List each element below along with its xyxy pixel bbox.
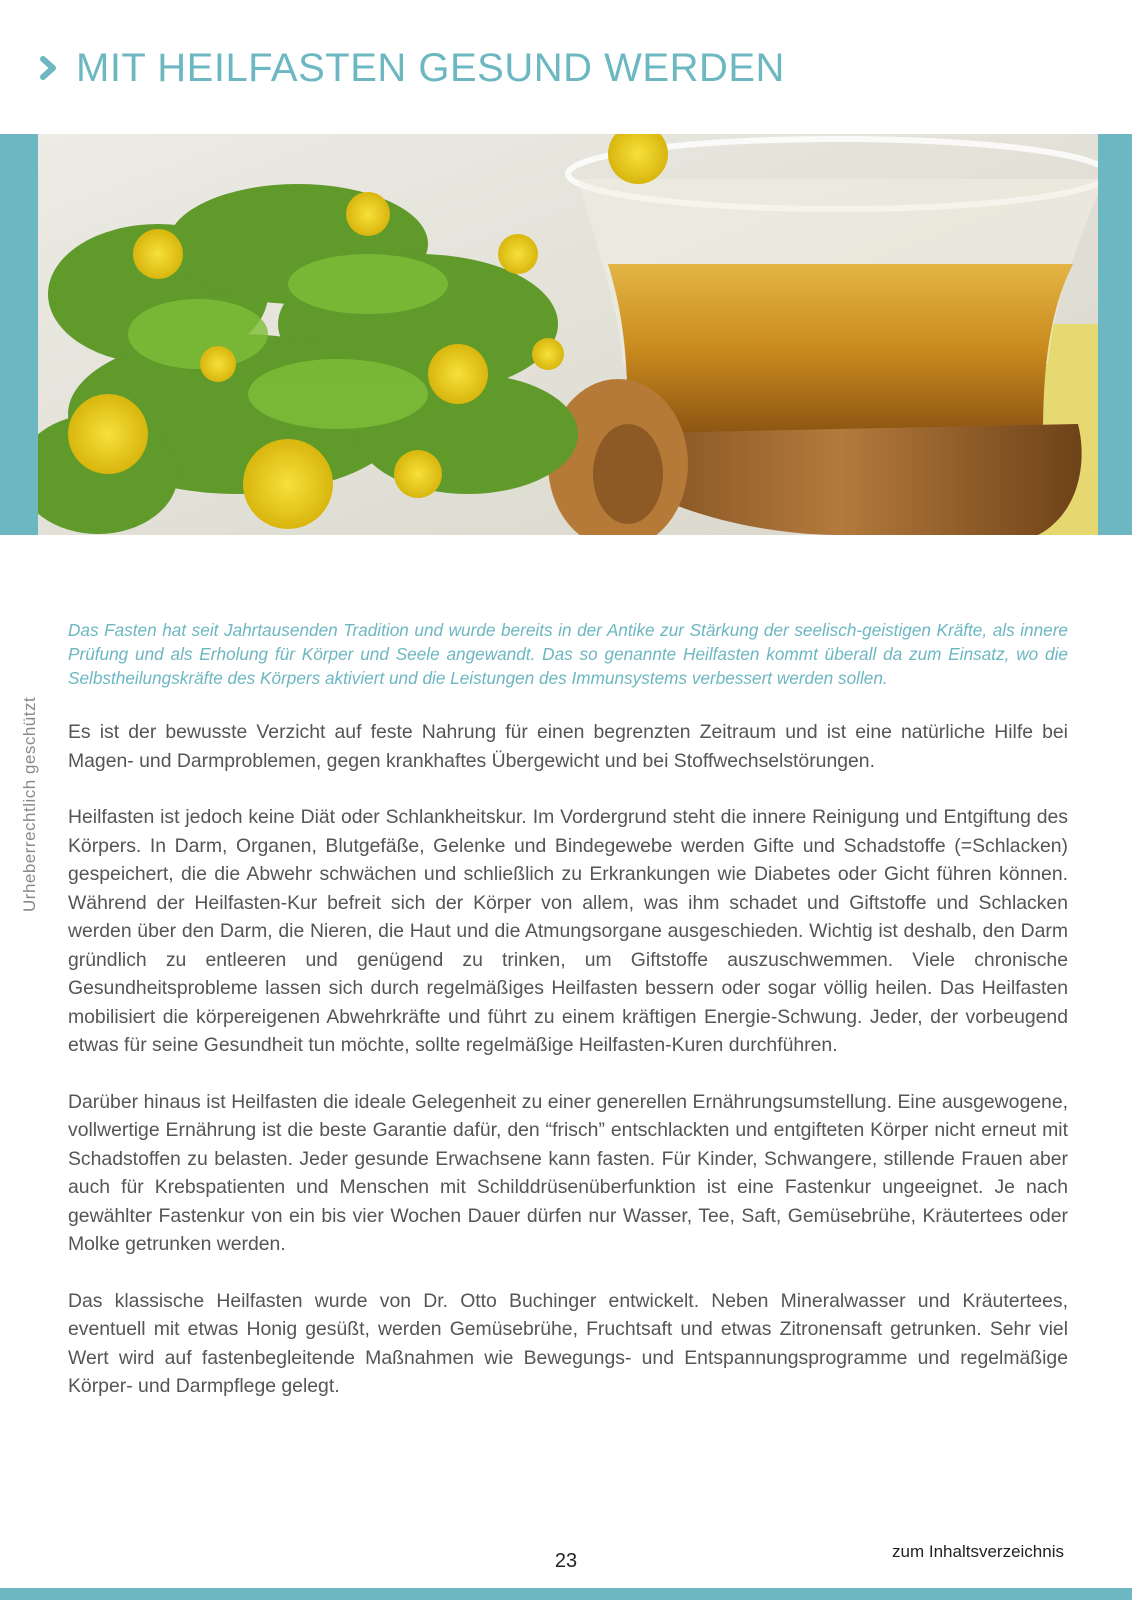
intro-paragraph: Das Fasten hat seit Jahrtausenden Tradition und wurde bereits in der Antike zur Stärkung der seelisch-geistigen Kräfte, als innere Prüfung und als Erholung für Körper und Seele angewandt. Das so genannte Heilfasten kommt überall da zum Einsatz, wo die Selbstheilungskräfte des Körpers aktiviert und die Leistungen des Immunsystems verbessert werden sollen. xyxy=(68,620,1068,688)
hero-image xyxy=(38,134,1098,535)
body-paragraph: Heilfasten ist jedoch keine Diät oder Schlankheitskur. Im Vordergrund steht die innere Reinigung und Entgiftung des Körpers. In Darm, Organen, Blutgefäße, Gelenke und Bindegewebe werden Gifte und Schadstoffe (=Schlacken) gespeichert, die die Abwehr schwächen und schließlich zu Erkrankungen wie Diabetes oder Gicht führen können. Während der Heilfasten-Kur befreit sich der Körper von allem, was ihm schadet und Giftstoffe und Schlacken werden über den Darm, die Nieren, die Haut und die Atmungsorgane ausgeschieden. Wichtig ist deshalb, den Darm gründlich zu entleeren und genügend zu trinken, um Giftstoffe auszuschwemmen. Viele chronische Gesundheitsprobleme lassen sich durch regelmäßiges Heilfasten bessern oder sogar völlig heilen. Das Heilfasten mobilisiert die körpereigenen Abwehrkräfte und führt zu einem kräftigen Energie-Schwung. Jeder, der vorbeugend etwas für seine Gesundheit tun möchte, sollte regelmäßige Heilfasten-Kuren durchführen. xyxy=(68,806,1068,1056)
body-paragraph: Das klassische Heilfasten wurde von Dr. Otto Buchinger entwickelt. Neben Mineralwasser und Kräutertees, eventuell mit etwas Honig gesüßt, werden Gemüsebrühe, Fruchtsaft und etwas Zitronensaft getrunken. Sehr viel Wert wird auf fastenbegleitende Maßnahmen wie Bewegungs- und Entspannungsprogramme und regelmäßige Körper- und Darmpflege gelegt. xyxy=(68,1289,1068,1397)
page-title: MIT HEILFASTEN GESUND WERDEN xyxy=(76,45,785,90)
page-number: 23 xyxy=(554,1550,578,1572)
footer-bar xyxy=(0,1588,1132,1600)
body-paragraph: Darüber hinaus ist Heilfasten die ideale Gelegenheit zu einer generellen Ernährungsumstellung. Eine ausgewogene, vollwertige Ernährung ist die beste Garantie dafür, den “frisch” entschlackten und entgifteten Körper nicht erneut mit Schadstoffen zu belasten. Jeder gesunde Erwachsene kann fasten. Für Kinder, Schwangere, stillende Frauen aber auch für Krebspatienten und Menschen mit Schilddrüsenüberfunktion ist eine Fastenkur ungeeignet. Je nach gewählter Fastenkur von ein bis vier Wochen Dauer dürfen nur Wasser, Tee, Saft, Gemüsebrühe, Kräutertees oder Molke getrunken werden. xyxy=(68,1090,1068,1255)
copyright-note: Urheberrechtlich geschützt xyxy=(20,696,39,912)
body-paragraph: Es ist der bewusste Verzicht auf feste Nahrung für einen begrenzten Zeitraum und ist eine natürliche Hilfe bei Magen- und Darmproblemen, gegen krankhaftes Übergewicht und bei Stoffwechselstörungen. xyxy=(68,721,1068,772)
chevron-right-icon xyxy=(36,55,62,81)
article-body xyxy=(68,618,1068,1429)
toc-link[interactable]: zum Inhaltsverzeichnis xyxy=(892,1542,1064,1561)
page-header xyxy=(36,40,785,96)
